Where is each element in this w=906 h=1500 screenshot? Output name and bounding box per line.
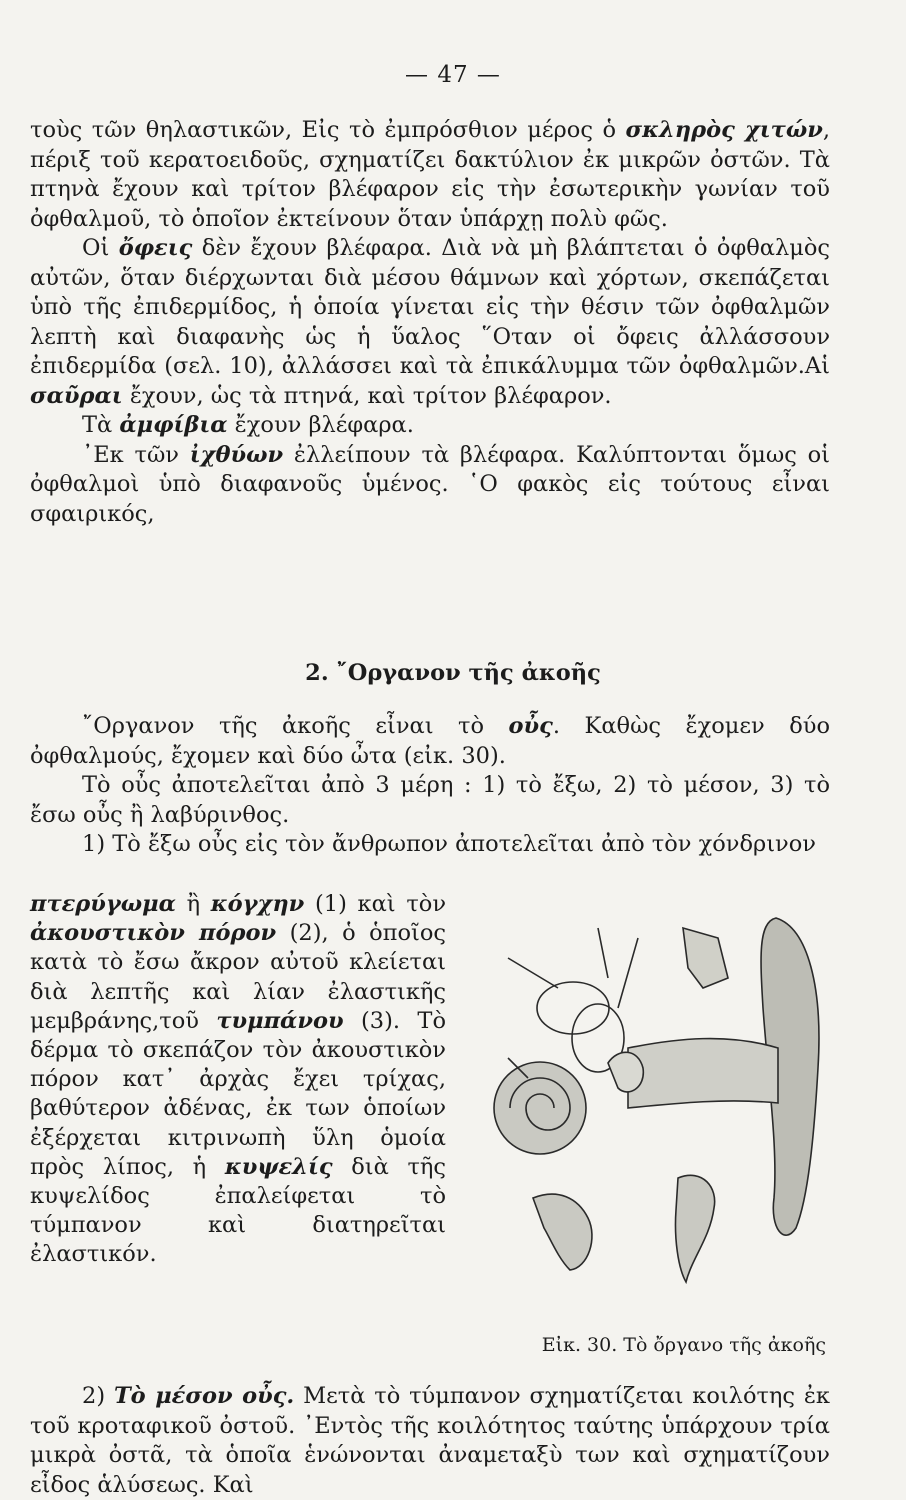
paragraph-ear-parts: Τὸ οὖς ἀποτελεῖται ἀπὸ 3 μέρη : 1) τὸ ἔξω, 2) τὸ μέσον, 3) τὸ ἔσω οὖς ἢ λαβύρινθος. <box>30 772 830 828</box>
paragraph-outer-ear: 1) Τὸ ἔξω οὖς εἰς τὸν ἄνθρωπον ἀποτελεῖται ἀπὸ τὸν χόνδρινον <box>82 831 816 857</box>
incus-diagram <box>675 1175 714 1282</box>
ear-anatomy-illustration <box>478 898 830 1290</box>
section-heading: 2. ῎Οργανον τῆς ἀκοῆς <box>305 660 601 686</box>
stapes-diagram <box>683 928 728 988</box>
paragraph-fish: ᾿Εκ τῶν ἰχθύων ἐλλείπουν τὰ βλέφαρα. Καλύπτονται ὅμως οἱ ὀφθαλμοὶ ὑπὸ διαφανοῦς ὑμένος. ῾Ο φακὸς εἰς τούτους εἶναι σφαιρικός, <box>30 441 831 527</box>
paragraph-sclera: τοὺς τῶν θηλαστικῶν, Εἰς τὸ ἐμπρόσθιον μέρος ὁ σκληρὸς χιτών, πέριξ τοῦ κερατοειδοῦς, σχηματίζει δακτύλιον ἐκ μικρῶν ὀστῶν. Τὰ πτηνὰ ἔχουν καὶ τρίτον βλέφαρον εἰς τὴν ἐσωτερικὴν γωνίαν τοῦ ὀφθαλμοῦ, τὸ ὁποῖον ἐκτείνουν ὅταν ὑπάρχῃ πολὺ φῶς. <box>30 117 831 232</box>
text-block-bottom <box>30 1382 830 1500</box>
cochlea-shape <box>494 1062 586 1154</box>
text-block-top <box>30 116 830 529</box>
paragraph-snakes: Οἱ ὄφεις δὲν ἔχουν βλέφαρα. Διὰ νὰ μὴ βλάπτεται ὁ ὀφθαλμὸς αὐτῶν, ὅταν διέρχωνται διὰ μέσου θάμνων καὶ χόρτων, σκεπάζεται ὑπὸ τῆς ἐπιδερμίδος, ἡ ὁποία γίνεται εἰς τὴν θέσιν τῶν ὀφθαλμῶν λεπτὴ καὶ διαφανὴς ὡς ἡ ὕαλος ῞Οταν οἱ ὄφεις ἀλλάσσουν ἐπιδερμίδα (σελ. 10), ἀλλάσσει καὶ τὰ ἐπικάλυμμα τῶν ὀφθαλμῶν.Αἱ σαῦραι ἔχουν, ὡς τὰ πτηνά, καὶ τρίτον βλέφαρον. <box>30 235 831 409</box>
paragraph-ear-intro: ῎Οργανον τῆς ἀκοῆς εἶναι τὸ οὖς. Καθὼς ἔχομεν δύο ὀφθαλμούς, ἔχομεν καὶ δύο ὦτα (εἰκ. 30). <box>30 713 830 769</box>
text-column-outer-ear <box>30 890 446 1270</box>
paragraph-outer-ear-continued: πτερύγωμα ἢ κόγχην (1) καὶ τὸν ἀκουστικὸν πόρον (2), ὁ ὁποῖος κατὰ τὸ ἔσω ἄκρον αὐτοῦ κλείεται διὰ λεπτῆς καὶ λίαν ἐλαστικῆς μεμβράνης,τοῦ τυμπάνου (3). Τὸ δέρμα τὸ σκεπάζον τὸν ἀκουστικὸν πόρον κατ᾽ ἀρχὰς ἔχει τρίχας, βαθύτερον ἀδένας, ἐκ των ὁποίων ἐξέρχεται κιτρινωπὴ ὕλη ὁμοία πρὸς λίπος, ἡ κυψελίς διὰ τῆς κυψελίδος ἐπαλείφεται τὸ τύμπανον καὶ διατηρεῖται ἐλαστικόν. <box>30 891 446 1268</box>
malleus-diagram <box>533 1194 592 1270</box>
text-block-middle <box>30 712 830 860</box>
ossicle-shape <box>608 1052 643 1092</box>
page-number: — 47 — <box>405 62 501 88</box>
paragraph-middle-ear: 2) Τὸ μέσον οὖς. Μετὰ τὸ τύμπανον σχηματίζεται κοιλότης ἐκ τοῦ κροταφικοῦ ὀστοῦ. ᾿Εντὸς τῆς κοιλότητος ταύτης ὑπάρχουν τρία μικρὰ ὀστᾶ, τὰ ὁποῖα ἑνώνονται ἀναμεταξὺ των καὶ σχηματίζουν εἶδος ἁλύσεως. Καὶ <box>30 1383 830 1498</box>
paragraph-amphibians: Τὰ ἀμφίβια ἔχουν βλέφαρα. <box>82 412 414 438</box>
ear-canal-shape <box>628 1039 778 1108</box>
figure-caption: Εἰκ. 30. Τὸ ὄργανο τῆς ἀκοῆς <box>541 1334 826 1356</box>
